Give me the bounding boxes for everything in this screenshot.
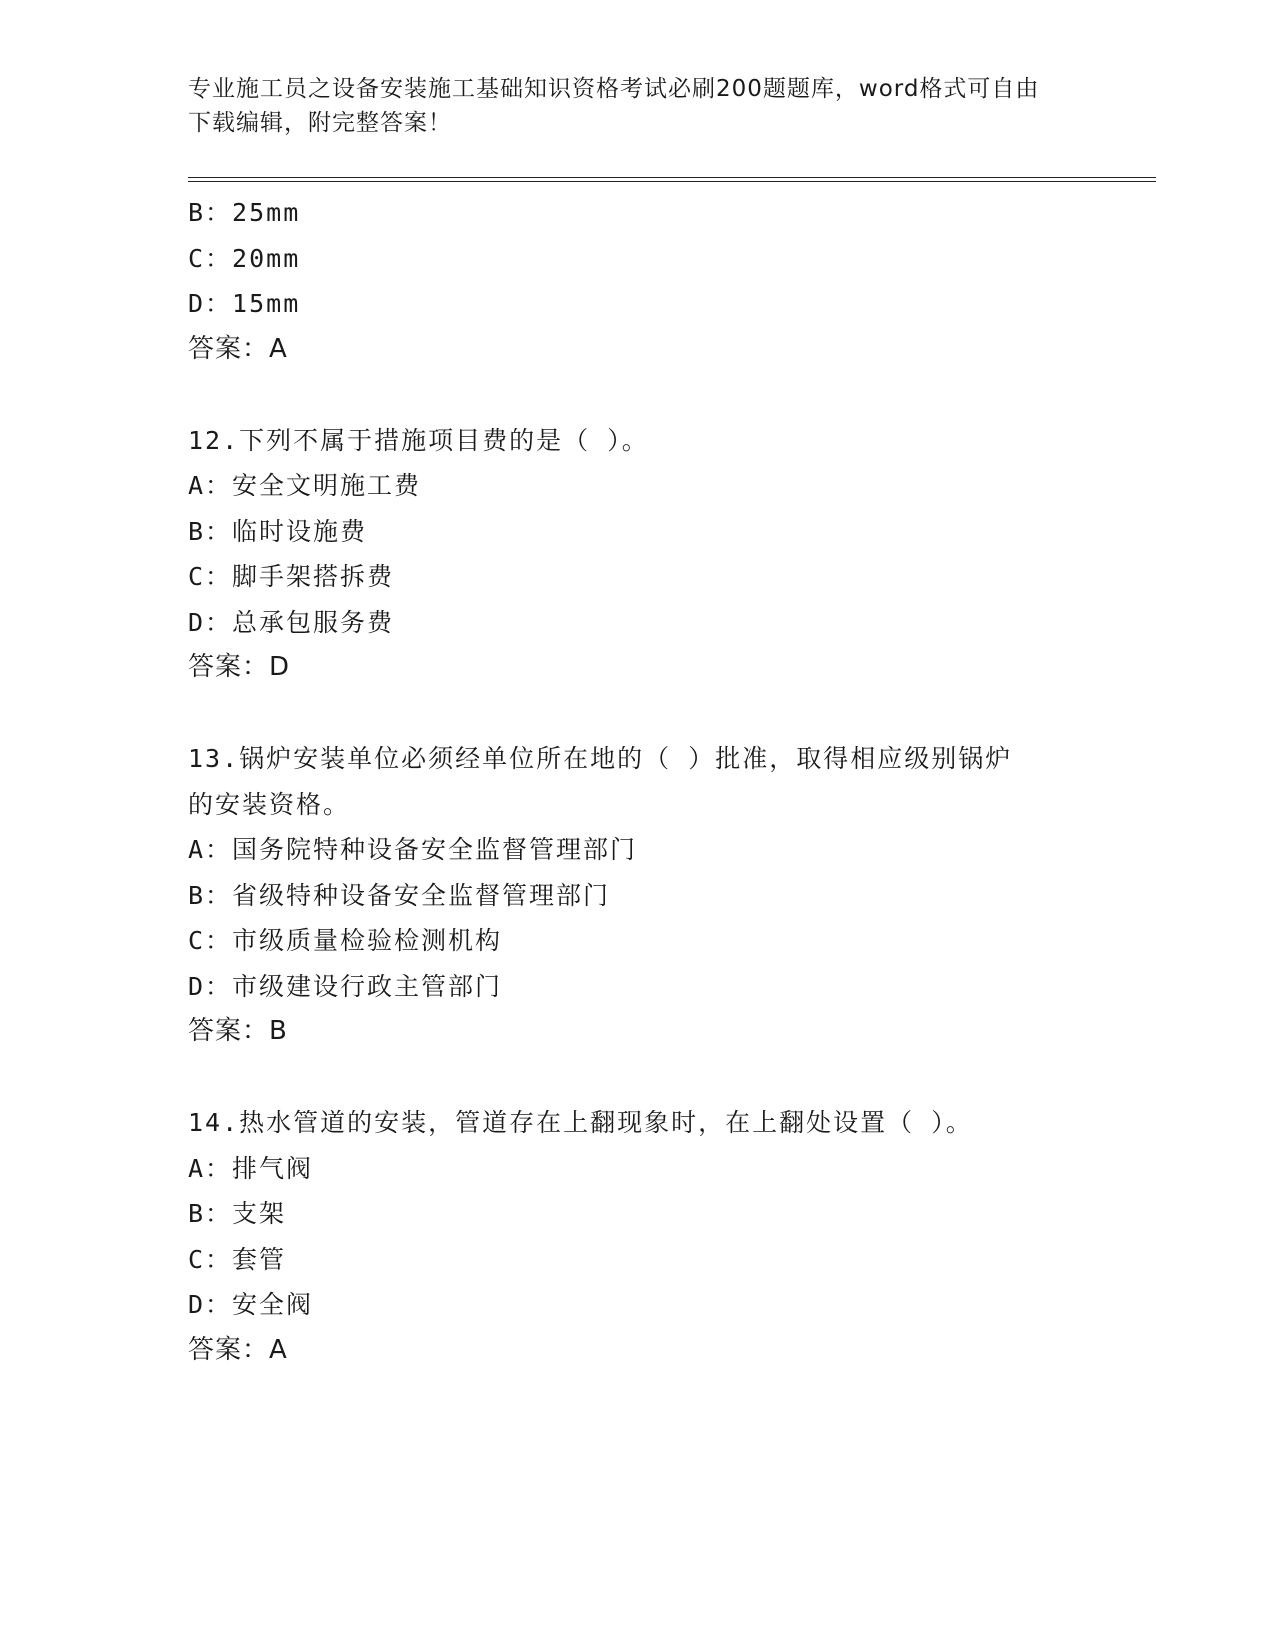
- option-c: C：20mm: [188, 243, 301, 273]
- option-a: A：排气阀: [188, 1153, 314, 1183]
- answer: 答案：A: [188, 333, 288, 364]
- option-b: B：支架: [188, 1199, 287, 1228]
- header-title-line-2: 下载编辑，附完整答案！: [188, 110, 452, 136]
- option-a: A：安全文明施工费: [188, 471, 422, 500]
- option-a: A：国务院特种设备安全监督管理部门: [188, 835, 638, 864]
- question-block-13: [188, 736, 1148, 1055]
- question-text: 12.下列不属于措施项目费的是（ ）。: [188, 425, 649, 455]
- option-c: C：脚手架搭拆费: [188, 562, 395, 591]
- question-block-14: [188, 1100, 1148, 1373]
- option-d: D：安全阀: [188, 1290, 314, 1319]
- spacer: [188, 691, 1148, 737]
- document-header: [188, 72, 1088, 140]
- question-list: [188, 190, 1148, 1373]
- option-b: B：省级特种设备安全监督管理部门: [188, 880, 611, 910]
- answer: 答案：A: [188, 1334, 288, 1365]
- option-c: C：市级质量检验检测机构: [188, 926, 503, 955]
- option-d: D：市级建设行政主管部门: [188, 971, 503, 1001]
- question-text: 13.锅炉安装单位必须经单位所在地的（ ）批准，取得相应级别锅炉: [188, 744, 1013, 773]
- spacer: [188, 372, 1148, 418]
- answer: 答案：B: [188, 1016, 288, 1046]
- header-divider: [188, 177, 1156, 182]
- option-d: D：总承包服务费: [188, 607, 395, 637]
- question-text: 14.热水管道的安装，管道存在上翻现象时，在上翻处设置（ ）。: [188, 1108, 973, 1137]
- question-block-12: [188, 418, 1148, 691]
- question-block-11: [188, 190, 1148, 372]
- spacer: [188, 1055, 1148, 1101]
- option-c: C：套管: [188, 1244, 287, 1274]
- option-d: D：15mm: [188, 289, 301, 318]
- option-b: B：临时设施费: [188, 516, 368, 546]
- header-title-line-1: 专业施工员之设备安装施工基础知识资格考试必刷200题题库，word格式可自由: [188, 76, 1040, 102]
- question-text-continued: 的安装资格。: [188, 789, 351, 819]
- option-b: B：25mm: [188, 198, 301, 227]
- answer: 答案：D: [188, 652, 291, 682]
